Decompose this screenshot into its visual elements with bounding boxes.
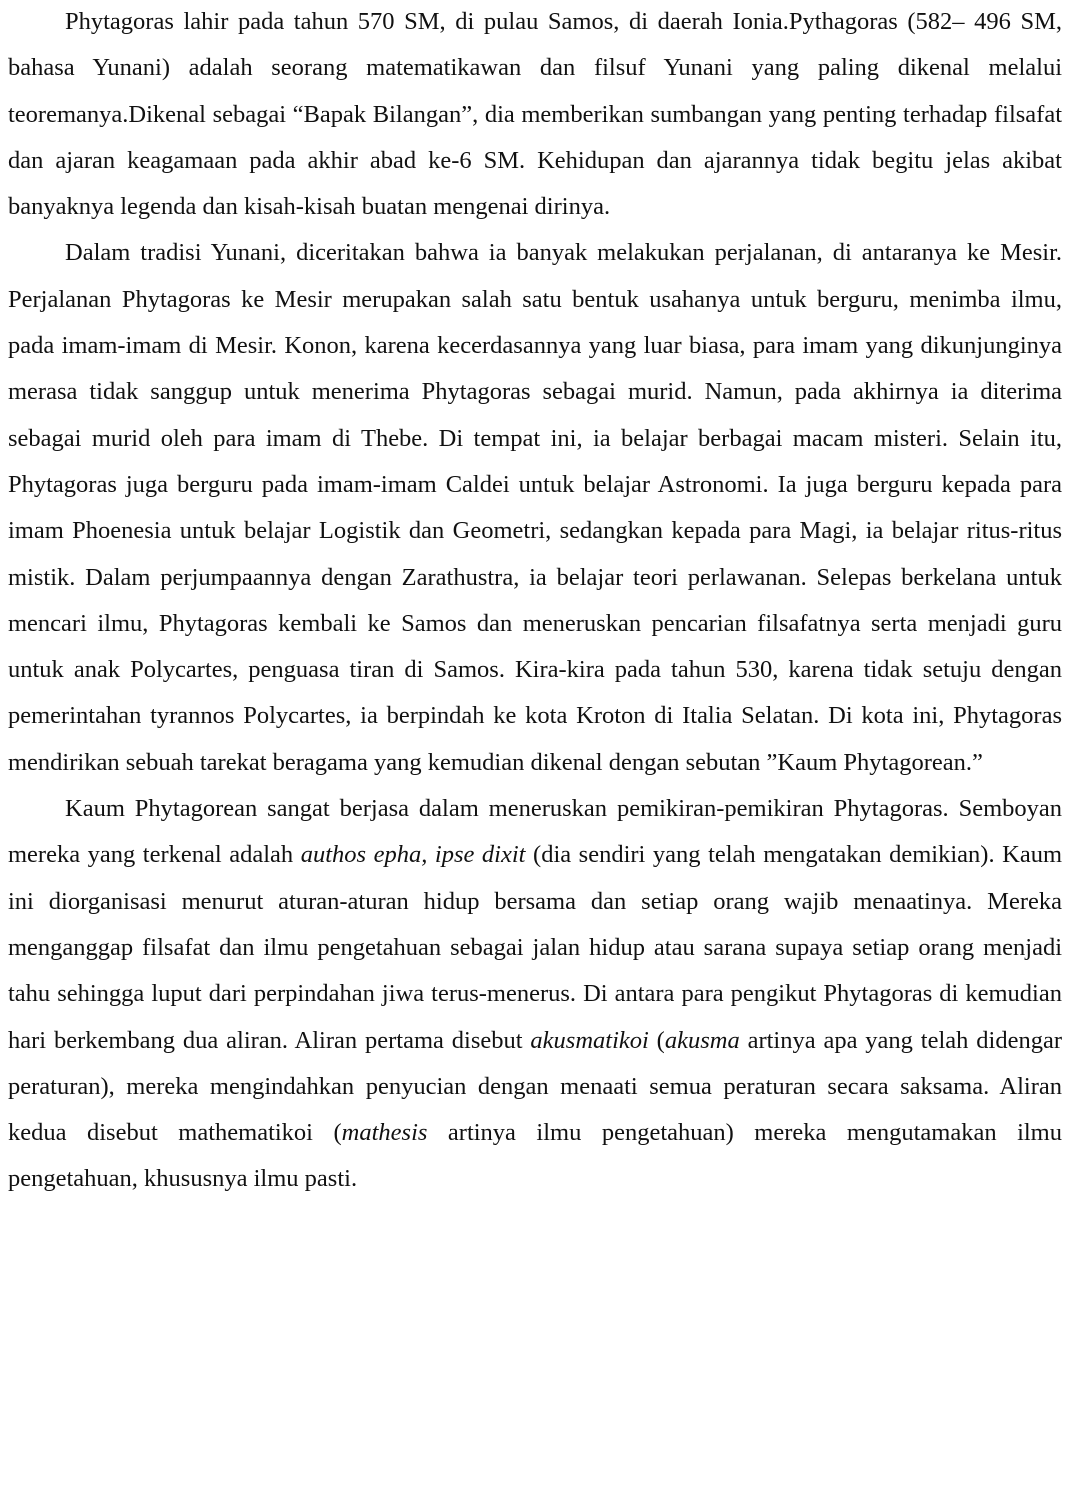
- paragraph-3-text-2: (dia sendiri yang telah mengatakan demikian). Kaum ini diorganisasi menurut aturan-aturan hidup bersama dan setiap orang wajib menaatinya. Mereka menganggap filsafat dan ilmu pengetahuan sebagai jalan hidup atau sarana supaya setiap orang menjadi tahu sehingga luput dari perpindahan jiwa terus-menerus. Di antara para pengikut Phytagoras di kemudian hari berkembang dua aliran. Aliran pertama disebut: [8, 841, 1063, 1054]
- paragraph-3-text-1: Kaum Phytagorean sangat berjasa dalam meneruskan pemikiran-pemikiran Phytagoras. Semboyan mereka yang terkenal adalah: [8, 795, 1062, 869]
- paragraph-2: Dalam tradisi Yunani, diceritakan bahwa ia banyak melakukan perjalanan, di antaranya ke Mesir. Perjalanan Phytagoras ke Mesir merupakan salah satu bentuk usahanya untuk berguru, menimba ilmu, pada imam-imam di Mesir. Konon, karena kecerdasannya yang luar biasa, para imam yang dikunjunginya merasa tidak sanggup untuk menerima Phytagoras sebagai murid. Namun, pada akhirnya ia diterima sebagai murid oleh para imam di Thebe. Di tempat ini, ia belajar berbagai macam misteri. Selain itu, Phytagoras juga berguru pada imam-imam Caldei untuk belajar Astronomi. Ia juga berguru kepada para imam Phoenesia untuk belajar Logistik dan Geometri, sedangkan kepada para Magi, ia belajar ritus-ritus mistik. Dalam perjumpaannya dengan Zarathustra, ia belajar teori perlawanan. Selepas berkelana untuk mencari ilmu, Phytagoras kembali ke Samos dan meneruskan pencarian filsafatnya serta menjadi guru untuk anak Polycartes, penguasa tiran di Samos. Kira-kira pada tahun 530, karena tidak setuju dengan pemerintahan tyrannos Polycartes, ia berpindah ke kota Kroton di Italia Selatan. Di kota ini, Phytagoras mendirikan sebuah tarekat beragama yang kemudian dikenal dengan sebutan ”Kaum Phytagorean.”: [8, 239, 1062, 776]
- paragraph-3-text-3: (: [648, 1026, 665, 1054]
- paragraph-1: Phytagoras lahir pada tahun 570 SM, di pulau Samos, di daerah Ionia.Pythagoras (582– 496 SM, bahasa Yunani) adalah seorang matematikawan dan filsuf Yunani yang paling dikenal melalui teoremanya.Dikenal sebagai “Bapak Bilangan”, dia memberikan sumbangan yang penting terhadap filsafat dan ajaran keagamaan pada akhir abad ke-6 SM. Kehidupan dan ajarannya tidak begitu jelas akibat banyaknya legenda dan kisah-kisah buatan mengenai dirinya.: [8, 8, 1062, 221]
- term-akusma: akusma: [664, 1026, 740, 1054]
- paragraph-3-text-4: artinya apa yang telah didengar peraturan), mereka mengindahkan penyucian dengan menaati semua peraturan secara saksama. Aliran kedua disebut mathematikoi (: [8, 1026, 1062, 1147]
- motto-italic: authos epha, ipse dixit: [300, 841, 526, 869]
- paragraph-3-text-5: artinya ilmu pengetahuan) mereka mengutamakan ilmu pengetahuan, khususnya ilmu pasti.: [8, 1119, 1062, 1193]
- term-akusmatikoi: akusmatikoi: [530, 1026, 649, 1054]
- document-page: [8, 0, 1062, 1203]
- term-mathesis: mathesis: [341, 1119, 428, 1147]
- paragraph-3: [8, 786, 1062, 1203]
